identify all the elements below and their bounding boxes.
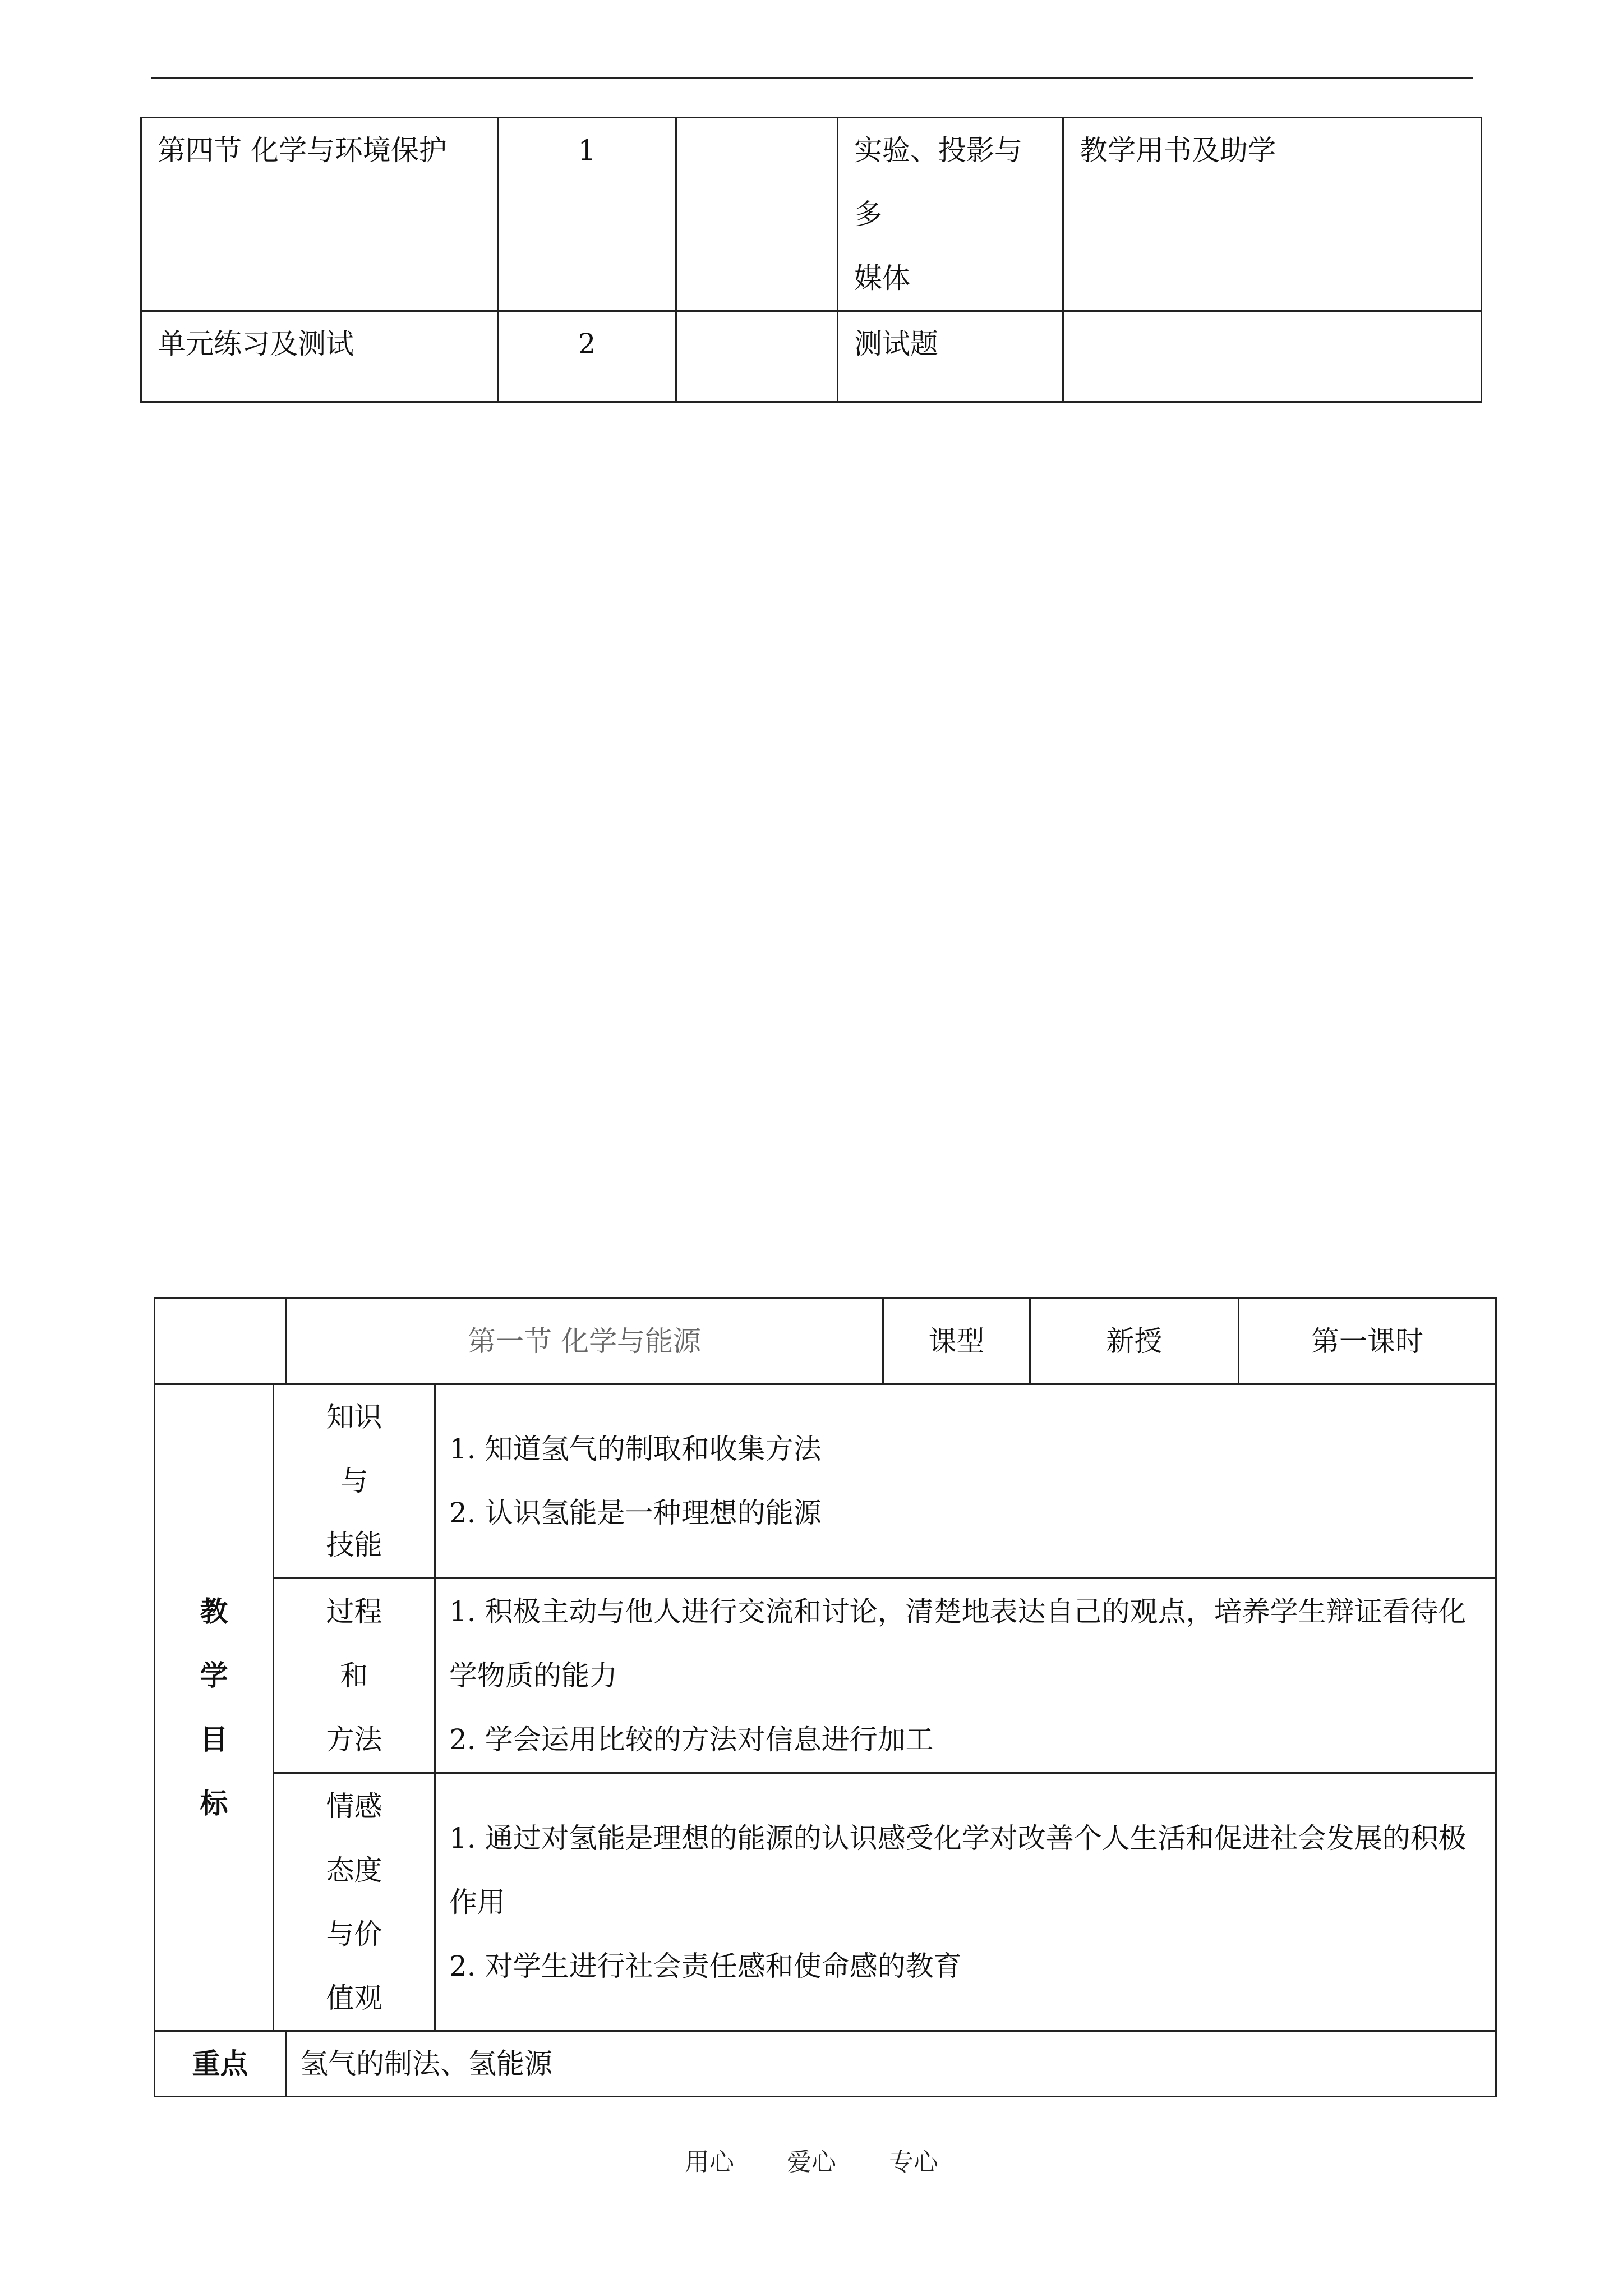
category-line: 态度: [326, 1853, 382, 1887]
key-point-value: 氢气的制法、氢能源: [286, 2031, 1496, 2097]
category-line: 值观: [326, 1981, 382, 2014]
method-cell: [838, 118, 1063, 311]
goal-content: [435, 1773, 1496, 2031]
lesson-plan-table: [154, 1297, 1497, 2097]
empty-cell: [676, 118, 838, 311]
goal-category-label: [274, 1773, 435, 2031]
table-row: [141, 311, 1482, 402]
footer-text: 爱心: [787, 2148, 836, 2177]
lesson-title: 第一节 化学与能源: [286, 1298, 883, 1384]
footer-text: 用心: [685, 2148, 734, 2177]
goals-char: 标: [200, 1787, 228, 1820]
section-title: 第四节 化学与环境保护: [141, 118, 498, 311]
lesson-header-row: [155, 1298, 1496, 1384]
goal-line: 学物质的能力: [449, 1659, 617, 1692]
goal-content: [435, 1384, 1496, 1578]
method-line: 媒体: [854, 262, 910, 295]
category-line: 和: [340, 1659, 368, 1692]
method-line: 实验、投影与多: [854, 134, 1022, 231]
goal-line: 1. 知道氢气的制取和收集方法: [449, 1433, 822, 1465]
goal-category-label: [274, 1578, 435, 1773]
goal-line: 1. 积极主动与他人进行交流和讨论，清楚地表达自己的观点，培养学生辩证看待化: [449, 1595, 1467, 1628]
category-line: 与: [340, 1465, 368, 1497]
goals-char: 学: [200, 1659, 228, 1692]
key-point-label: 重点: [155, 2031, 286, 2097]
resource-cell: [1063, 311, 1482, 402]
goal-row-process: [155, 1578, 1496, 1773]
category-line: 知识: [326, 1401, 382, 1433]
category-line: 情感: [326, 1789, 382, 1823]
key-point-row: [155, 2031, 1496, 2097]
goal-line: 2. 学会运用比较的方法对信息进行加工: [449, 1723, 934, 1756]
blank-corner-cell: [155, 1298, 286, 1384]
hours-cell: 1: [498, 118, 676, 311]
goal-line: 2. 认识氢能是一种理想的能源: [449, 1497, 822, 1529]
goal-row-knowledge: [155, 1384, 1496, 1578]
resource-cell: 教学用书及助学: [1063, 118, 1482, 311]
category-line: 技能: [326, 1529, 382, 1561]
goal-category-label: [274, 1384, 435, 1578]
goal-content: [435, 1578, 1496, 1773]
lesson-type-label: 课型: [883, 1298, 1030, 1384]
category-line: 与价: [326, 1917, 382, 1950]
method-cell: [838, 311, 1063, 402]
course-schedule-table: [140, 117, 1482, 403]
goal-line: 作用: [449, 1885, 505, 1918]
lesson-type-value: 新授: [1030, 1298, 1239, 1384]
footer-text: 专心: [889, 2148, 938, 2177]
header-rule: [151, 77, 1473, 79]
goals-char: 教: [200, 1595, 228, 1628]
goal-line: 1. 通过对氢能是理想的能源的认识感受化学对改善个人生活和促进社会发展的积极: [449, 1821, 1467, 1855]
goals-char: 目: [200, 1723, 228, 1756]
table-row: [141, 118, 1482, 311]
method-line: 测试题: [854, 328, 938, 360]
hours-cell: 2: [498, 311, 676, 402]
category-line: 方法: [326, 1723, 382, 1756]
lesson-period: 第一课时: [1239, 1298, 1496, 1384]
category-line: 过程: [326, 1595, 382, 1628]
empty-cell: [676, 311, 838, 402]
teaching-goals-label: [155, 1384, 274, 2031]
section-title: 单元练习及测试: [141, 311, 498, 402]
goal-line: 2. 对学生进行社会责任感和使命感的教育: [449, 1949, 962, 1982]
page-footer: [0, 2142, 1623, 2178]
goal-row-attitude: [155, 1773, 1496, 2031]
